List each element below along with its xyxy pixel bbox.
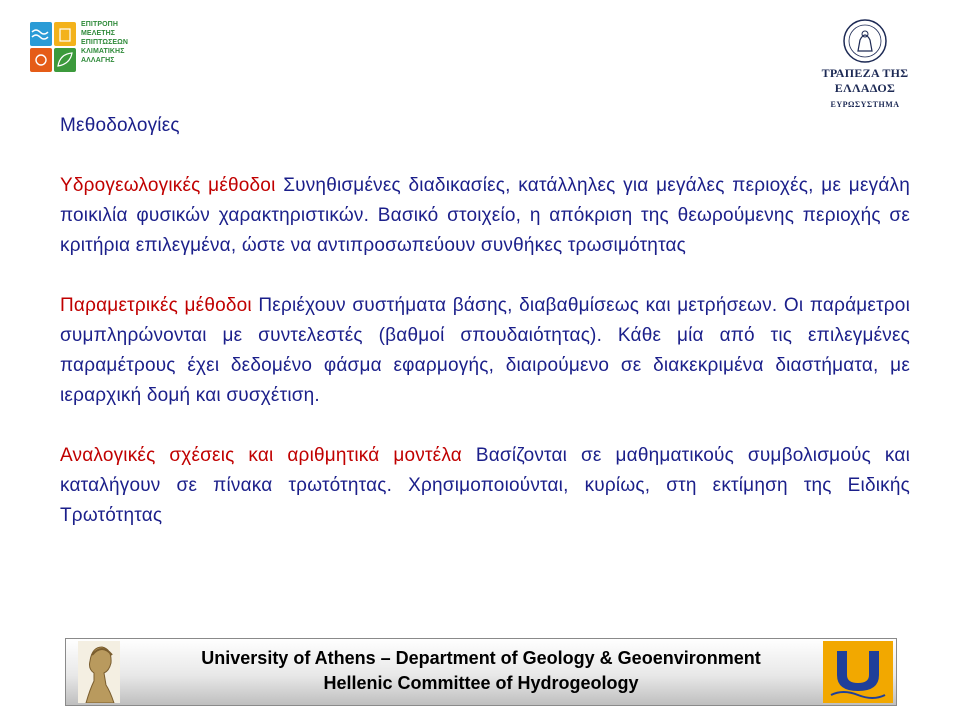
logo-text <box>81 20 128 65</box>
logo-tile-sun-icon <box>54 22 76 46</box>
u-emblem-icon <box>823 641 893 703</box>
section-heading: Αναλογικές σχέσεις και αριθμητικά μοντέλα <box>60 445 462 466</box>
slide-title: Μεθοδολογίες <box>60 115 180 136</box>
seal-icon <box>842 18 888 64</box>
footer-banner <box>65 638 897 706</box>
sun-icon <box>30 48 52 72</box>
logo-text-line: ΜΕΛΕΤΗΣ <box>81 30 116 37</box>
section-paragraph <box>60 441 910 531</box>
logo-text-line: ΕΠΙΤΡΟΠΗ <box>81 21 118 28</box>
section-heading: Υδρογεωλογικές μέθοδοι <box>60 175 276 196</box>
logo-text-line: ΑΛΛΑΓΗΣ <box>81 57 115 64</box>
bank-of-greece-logo <box>790 18 940 109</box>
logo-tile-fire-icon <box>30 48 52 72</box>
logo-tile-water-icon <box>30 22 52 46</box>
climate-committee-logo <box>30 20 140 80</box>
footer-university: University of Athens – Department of Geology & Geoenvironment <box>201 648 761 668</box>
slide-content <box>60 111 910 561</box>
section-text: Συνηθισμένες διαδικασίες, κατάλληλες για μεγάλες περιοχές, με μεγάλη ποικιλία φυσικών χαρακτηριστικών. Βασικό στοιχείο, η απόκριση της θεωρούμενης περιοχής σε κριτήρια επιλεγμένα, ώστε να αντιπροσωπεύουν συνθήκες τρωσιμότητας <box>60 175 910 256</box>
building-icon <box>54 22 76 46</box>
logo-text-line: ΕΠΙΠΤΩΣΕΩΝ <box>81 39 129 46</box>
logo-tiles <box>30 22 76 72</box>
bank-name: ΤΡΑΠΕΖΑ ΤΗΣ ΕΛΛΑΔΟΣ <box>821 66 909 95</box>
wave-icon <box>30 22 52 46</box>
logo-text-line: ΚΛΙΜΑΤΙΚΗΣ <box>81 48 125 55</box>
university-logo <box>823 641 893 703</box>
section-text: Βασίζονται σε μαθηματικούς συμβολισμούς και καταλήγουν σε πίνακα τρωτότητας. Χρησιμοποιούνται, κυρίως, στη εκτίμηση της Ειδικής Τρωτότητας <box>60 445 910 526</box>
bank-subtitle: ΕΥΡΩΣΥΣΤΗΜΑ <box>830 100 900 109</box>
logo-tile-leaf-icon <box>54 48 76 72</box>
section-paragraph <box>60 171 910 261</box>
section-paragraph <box>60 291 910 411</box>
section-text: Περιέχουν συστήματα βάσης, διαβαθμίσεως και μετρήσεων. Οι παράμετροι συμπληρώνονται με συντελεστές (βαθμοί σπουδαιότητας). Κάθε μία από τις επιλεγμένες παραμέτρους έχει δεδομένο φάσμα εφαρμογής, διαιρούμενο σε διακεκριμένα διαστήματα, με ιεραρχική δομή και συσχέτιση. <box>60 295 911 406</box>
section-heading: Παραμετρικές μέθοδοι <box>60 295 252 316</box>
leaf-icon <box>54 48 76 72</box>
footer-committee: Hellenic Committee of Hydrogeology <box>323 673 639 693</box>
